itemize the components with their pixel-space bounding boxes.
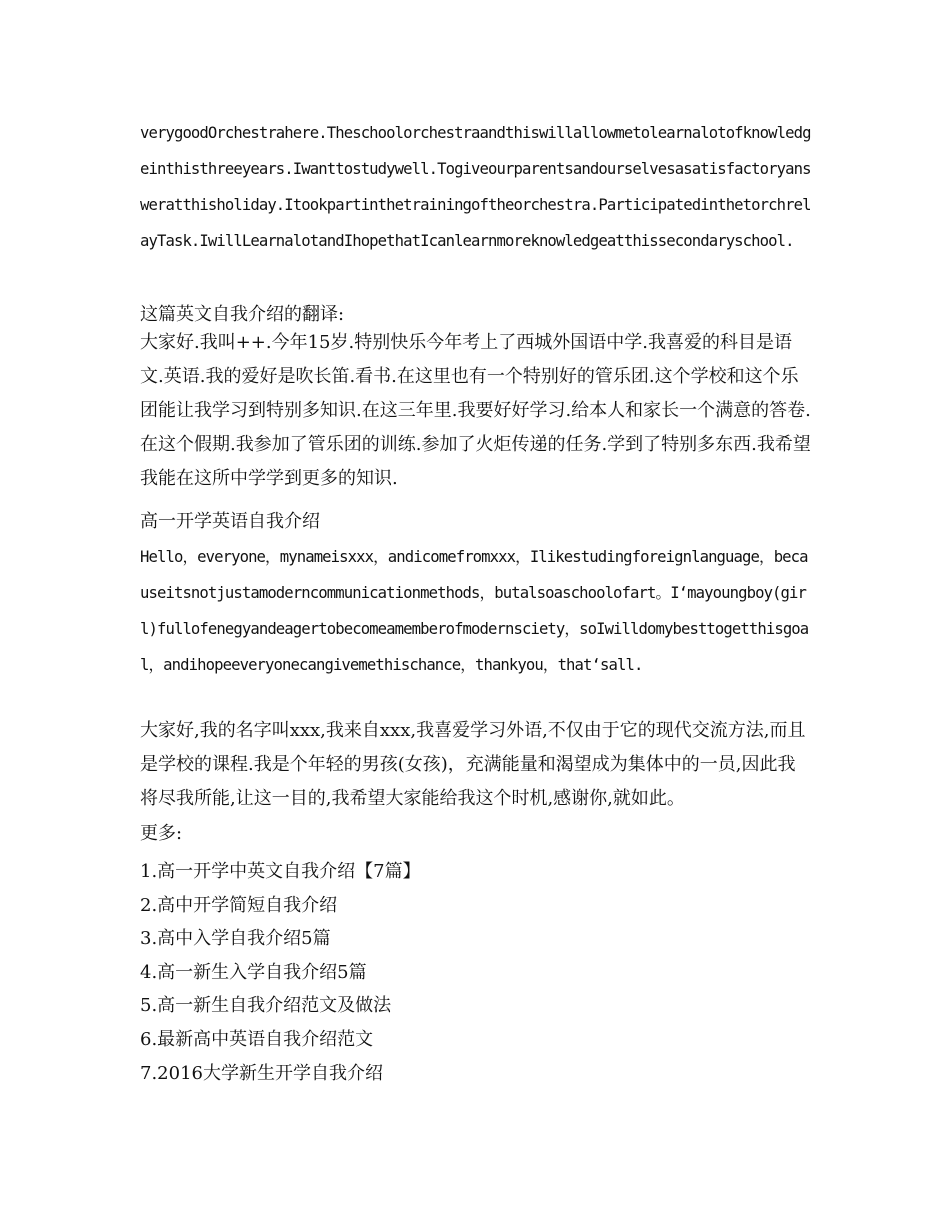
- more-label: 更多:: [140, 823, 183, 844]
- translation-paragraph: 大家好.我叫++.今年15岁.特别快乐今年考上了西城外国语中学.我喜爱的科目是语文.英语.我的爱好是吹长笛.看书.在这里也有一个特别好的管乐团.这个学校和这个乐团能让我学习到特别多知识.在这三年里.我要好好学习.给本人和家长一个满意的答卷.在这个假期.我参加了管乐团的训练.参加了火炬传递的任务.学到了特别多东西.我希望我能在这所中学学到更多的知识.: [140, 332, 811, 489]
- more-links-list: [140, 855, 812, 1090]
- more-link-item[interactable]: 3.高中入学自我介绍5篇: [140, 928, 331, 950]
- more-link-item[interactable]: 2.高中开学简短自我介绍: [140, 894, 338, 916]
- chinese-intro-2-paragraph: 大家好,我的名字叫xxx,我来自xxx,我喜爱学习外语,不仅由于它的现代交流方法,而且是学校的课程.我是个年轻的男孩(女孩)，充满能量和渴望成为集体中的一员,因此我将尽我所能,让这一目的,我希望大家能给我这个时机,感谢你,就如此。: [140, 720, 806, 809]
- section-title: 高一开学英语自我介绍: [140, 511, 320, 532]
- more-link-item[interactable]: 6.最新高中英语自我介绍范文: [140, 1028, 374, 1050]
- more-link-item[interactable]: 1.高一开学中英文自我介绍【7篇】: [140, 861, 421, 882]
- more-link-item[interactable]: 4.高一新生入学自我介绍5篇: [140, 961, 367, 983]
- english-intro-2-paragraph: Hello，everyone，mynameisxxx，andicomefromxxx，Ilikestudingforeignlanguage，becauseitsnotjustamoderncommunicationmethods，butalsoaschoolofart。I‘mayoungboy(girl)fullofenegyandeagertobecomeamemberofmodernsciety，soIwilldomybesttogetthisgoal，andihopeeveryonecangivemethischance，thankyou，that‘sall.: [140, 548, 809, 674]
- english-intro-tail-paragraph: verygoodOrchestrahere.Theschoolorchestraandthiswillallowmetolearnalotofknowledgeinthisthreeyears.Iwanttostudywell.Togiveourparentsandourselvesasatisfactoryansweratthisholiday.Itookpartinthetrainingoftheorchestra.ParticipatedinthetorchrelayTask.IwillLearnalotandIhopethatIcanlearnmoreknowledgeatthissecondaryschool.: [140, 124, 811, 250]
- translation-heading: 这篇英文自我介绍的翻译:: [140, 304, 345, 325]
- more-link-item[interactable]: 5.高一新生自我介绍范文及做法: [140, 995, 392, 1017]
- more-link-item[interactable]: 7.2016大学新生开学自我介绍: [140, 1062, 383, 1084]
